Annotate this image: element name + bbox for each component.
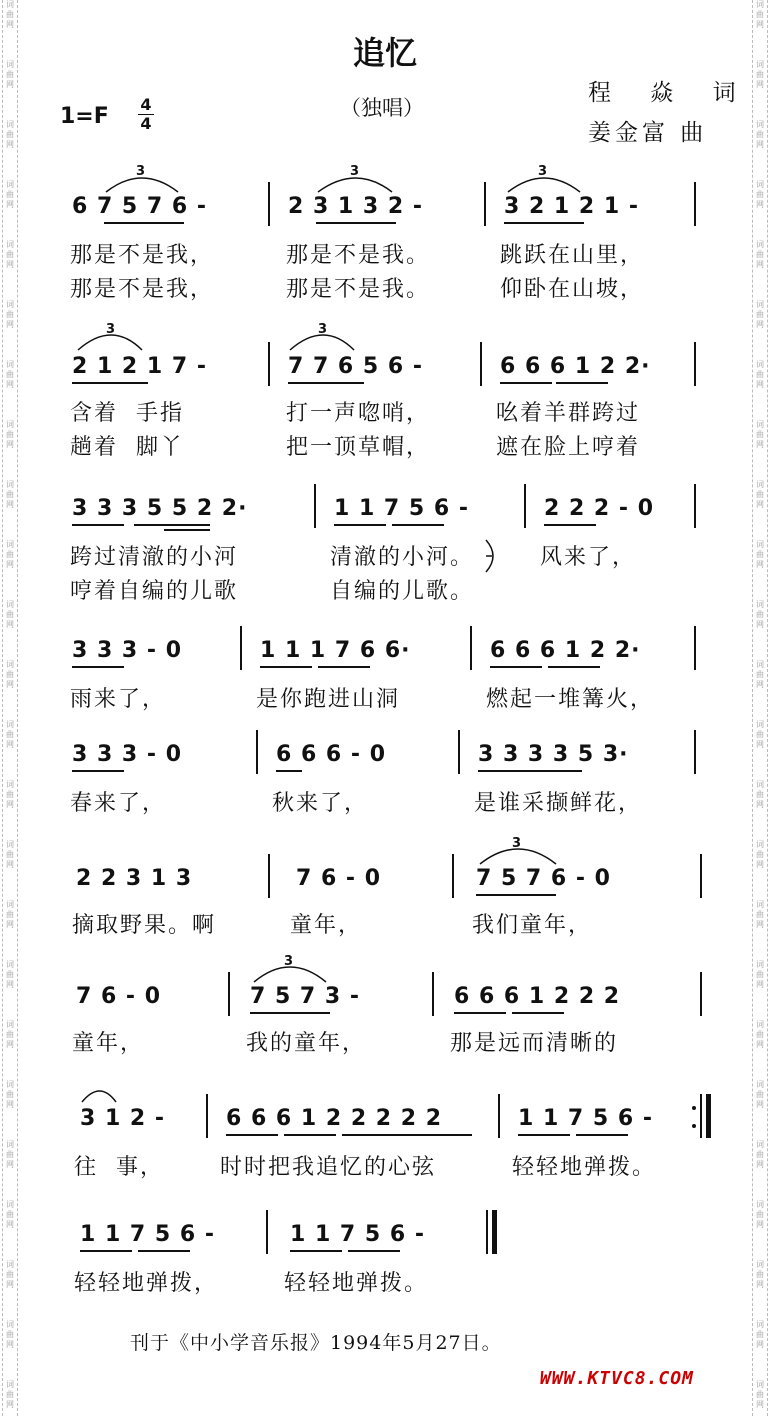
beam [342, 1134, 472, 1136]
row1-measure2-notes: 2 3 1 3 2 - [288, 194, 423, 219]
row3-measure2-notes: 1 1 7 5 6 - [334, 496, 469, 521]
beam [316, 222, 396, 224]
row8-lyric1-b: 时时把我追忆的心弦 [220, 1155, 437, 1180]
beam [284, 1134, 336, 1136]
row2-lyric2-c: 遮在脸上哼着 [496, 435, 641, 460]
row6-measure2-notes: 7 6 - 0 [296, 866, 382, 891]
time-signature-top: 4 [140, 95, 152, 114]
row5-lyric1-a: 春来了， [70, 791, 167, 816]
row6-measure3-notes: 7 5 7 6 - 0 [476, 866, 611, 891]
row5-measure3-notes: 3 3 3 3 5 3· [478, 742, 629, 767]
row3-lyric2-a: 哼着自编的儿歌 [70, 579, 239, 604]
composer-credit: 姜金富 曲 [588, 120, 708, 146]
row5-measure1-notes: 3 3 3 - 0 [72, 742, 182, 767]
beam [250, 1012, 330, 1014]
lyricist-credit: 程 焱 词 [588, 80, 752, 106]
row2-lyric1-c: 吆着羊群跨过 [496, 401, 641, 426]
beam [518, 1134, 570, 1136]
row1-lyric1-a: 那是不是我， [70, 243, 215, 268]
beam [134, 524, 210, 526]
beam [478, 770, 582, 772]
triplet-mark: 3 [136, 164, 147, 179]
row3-lyric1-c: 风来了， [540, 545, 637, 570]
beam [576, 1134, 628, 1136]
row3-lyric1-a: 跨过清澈的小河 [70, 545, 239, 570]
row7-measure1-notes: 7 6 - 0 [76, 984, 162, 1009]
beam [544, 524, 596, 526]
row1-lyric2-c: 仰卧在山坡， [500, 277, 645, 302]
beam [318, 666, 370, 668]
row2-lyric1-b: 打一声唿哨， [286, 401, 431, 426]
publication-note: 刊于《中小学音乐报》1994年5月27日。 [130, 1332, 502, 1354]
beam [260, 666, 312, 668]
triplet-slur [480, 849, 556, 864]
triplet-mark: 3 [318, 322, 329, 337]
row3-lyric2-b: 自编的儿歌。 [330, 579, 475, 604]
triplet-mark: 3 [350, 164, 361, 179]
row1-measure1-notes: 6 7 5 7 6 - [72, 194, 207, 219]
row1-lyric1-b: 那是不是我。 [286, 243, 431, 268]
row8-measure3-notes: 1 1 7 5 6 - [518, 1106, 653, 1131]
row5-lyric1-b: 秋来了， [272, 791, 369, 816]
row2-lyric1-a: 含着 手指 [70, 401, 184, 426]
row8-measure2-notes: 6 6 6 1 2 2 2 2 2 [226, 1106, 443, 1131]
beam [334, 524, 386, 526]
row7-lyric1-c: 那是远而清晰的 [450, 1031, 619, 1056]
beam [476, 894, 556, 896]
key-signature: 1=F [60, 104, 109, 129]
row3-lyric1-b: 清澈的小河。 [330, 545, 475, 570]
beam [104, 222, 184, 224]
row4-lyric1-b: 是你跑进山洞 [256, 687, 401, 712]
row6-lyric1-b: 童年， [290, 913, 363, 938]
row9-measure1-notes: 1 1 7 5 6 - [80, 1222, 215, 1247]
beam-double [164, 529, 210, 531]
beam [348, 1250, 400, 1252]
time-signature-bottom: 4 [140, 114, 152, 133]
row2-lyric2-b: 把一顶草帽， [286, 435, 431, 460]
triplet-mark: 3 [512, 836, 523, 851]
beam [500, 382, 552, 384]
row3-measure3-notes: 2 2 2 - 0 [544, 496, 654, 521]
beam [72, 666, 124, 668]
row2-lyric2-a: 趟着 脚丫 [70, 435, 184, 460]
beam [226, 1134, 278, 1136]
beam [454, 1012, 506, 1014]
row8-lyric1-c: 轻轻地弹拨。 [512, 1155, 657, 1180]
row7-lyric1-a: 童年， [72, 1031, 145, 1056]
beam [556, 382, 608, 384]
performance-note: （独唱） [340, 96, 424, 120]
beam [80, 1250, 132, 1252]
beam [512, 1012, 564, 1014]
row7-lyric1-b: 我的童年， [246, 1031, 367, 1056]
row4-measure2-notes: 1 1 1 7 6 6· [260, 638, 411, 663]
beam [72, 524, 124, 526]
beam [138, 1250, 190, 1252]
triplet-mark: 3 [106, 322, 117, 337]
left-watermark-strip: 词 曲 网 词 曲 网 词 曲 网 词 曲 网 词 曲 网 词 曲 网 词 曲 网 词 曲 网 词 曲 网 词 曲 网 词 曲 网 词 曲 网 词 曲 网 词 曲 网 词 曲 网 词 曲 网 词 曲 网 词 曲 网 词 曲 网 词 曲 网 词 曲 网 词 曲 网 词 曲 网 词 曲 网 [2, 0, 18, 1416]
beam [548, 666, 600, 668]
triplet-mark: 3 [284, 954, 295, 969]
row7-measure2-notes: 7 5 7 3 - [250, 984, 360, 1009]
site-watermark: WWW.KTVC8.COM [540, 1368, 694, 1389]
right-watermark-strip: 词 曲 网 词 曲 网 词 曲 网 词 曲 网 词 曲 网 词 曲 网 词 曲 网 词 曲 网 词 曲 网 词 曲 网 词 曲 网 词 曲 网 词 曲 网 词 曲 网 词 曲 网 词 曲 网 词 曲 网 词 曲 网 词 曲 网 词 曲 网 词 曲 网 词 曲 网 词 曲 网 词 曲 网 [752, 0, 768, 1416]
row8-lyric1-a: 往 事， [74, 1155, 164, 1180]
tie-slur [82, 1091, 116, 1102]
row6-lyric1-c: 我们童年， [472, 913, 593, 938]
row5-lyric1-c: 是谁采撷鲜花， [474, 791, 643, 816]
triplet-mark: 3 [538, 164, 549, 179]
row1-lyric1-c: 跳跃在山里， [500, 243, 645, 268]
beam [72, 382, 148, 384]
triplet-slur [106, 178, 178, 192]
beam [504, 222, 584, 224]
row1-measure3-notes: 3 2 1 2 1 - [504, 194, 639, 219]
row9-measure2-notes: 1 1 7 5 6 - [290, 1222, 425, 1247]
row5-measure2-notes: 6 6 6 - 0 [276, 742, 386, 767]
row4-lyric1-a: 雨来了， [70, 687, 167, 712]
beam [288, 382, 364, 384]
triplet-slur [78, 335, 142, 350]
row4-measure3-notes: 6 6 6 1 2 2· [490, 638, 641, 663]
row4-measure1-notes: 3 3 3 - 0 [72, 638, 182, 663]
row3-measure1-notes: 3 3 3 5 5 2 2· [72, 496, 248, 521]
row1-lyric2-a: 那是不是我， [70, 277, 215, 302]
beam [490, 666, 542, 668]
brace [486, 540, 493, 572]
row2-measure3-notes: 6 6 6 1 2 2· [500, 354, 651, 379]
row9-lyric1-b: 轻轻地弹拨。 [284, 1271, 429, 1296]
triplet-slur [318, 178, 392, 192]
row6-lyric1-a: 摘取野果。啊 [72, 913, 217, 938]
beam [290, 1250, 342, 1252]
row1-lyric2-b: 那是不是我。 [286, 277, 431, 302]
row9-lyric1-a: 轻轻地弹拨， [74, 1271, 219, 1296]
row8-measure1-notes: 3 1 2 - [80, 1106, 166, 1131]
row7-measure3-notes: 6 6 6 1 2 2 2 [454, 984, 621, 1009]
beam [392, 524, 444, 526]
beam [276, 770, 302, 772]
row4-lyric1-c: 燃起一堆篝火， [486, 687, 655, 712]
triplet-slur [254, 967, 326, 982]
row2-measure1-notes: 2 1 2 1 7 - [72, 354, 207, 379]
row6-measure1-notes: 2 2 3 1 3 [76, 866, 193, 891]
row2-measure2-notes: 7 7 6 5 6 - [288, 354, 423, 379]
triplet-slur [290, 335, 354, 350]
triplet-slur [508, 178, 580, 192]
beam [72, 770, 124, 772]
song-title: 追忆 [352, 34, 417, 72]
